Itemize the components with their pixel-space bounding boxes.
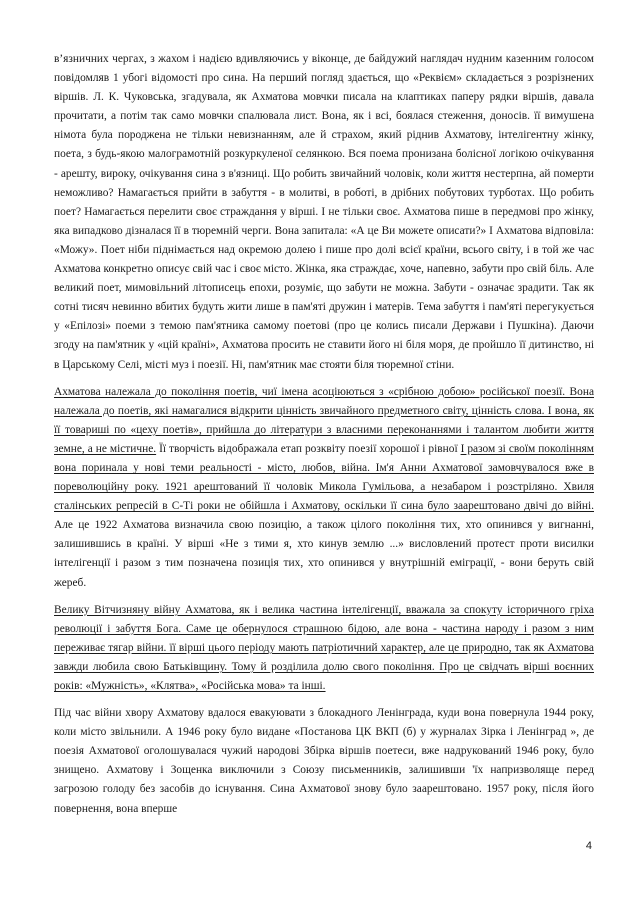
text-run: Але це 1922 Ахматова визначила свою позицію, а також цілого покоління тих, хто опинився у вигнанні, залишившись в країні. У вірші «Не з тими я, хто кинув землю ...» висловлений протест проти висилки інтелігенції і разом з тим позначена позиція тих, хто опинився у внутрішній еміграції, - вони беруть свій жереб.: [54, 519, 594, 589]
text-run: Її творчість відображала етап розквіту поезії хорошої і рівної: [156, 442, 461, 455]
underlined-text: Ахматова належала до покоління поетів, чиї імена асоціюються з «срібною добою» російської поезії. Вона належала до поетів, які намагалися відкрити цінність звичайного предметного світу, цінність слова. І вона, як її товариші по «цеху поетів», прийшла до літератури з власними переконаннями і талантом любити життя земне, а не містичне.: [54, 385, 594, 455]
page-number: 4: [585, 840, 592, 852]
text-run: в’язничних чергах, з жахом і надією вдивляючись у віконце, де байдужий наглядач нудним казенним голосом повідомляв 1 убогі відомості про сина. На перший погляд здається, що «Реквієм» складається з розрізнених віршів. Л. К. Чуковська, згадувала, як Ахматова мовчки писала на клаптиках паперу рядки віршів, давала прочитати, а потім так само мовчки спалювала лист. Вона, як і всі, боялася стеження, доносів. її вимушена німота була породжена не тільки невизнанням, але й страхом, який ріднив Ахматову, інтелігентну жінку, поета, з будь-якою малограмотній розкуркуленої селянкою. Вся поема пронизана болісної логікою очікування - арешту, вироку, очікування сина з в'язниці. Що робить звичайний чоловік, коли життя нестерпна, ай померти неможливо? Намагається прийти в забуття - в молитві, в роботі, в дрібних побутових турботах. Що робить поет? Намагається перелити своє страждання у вірші. І не тільки своє. Ахматова пише в передмові про жінку, яка випадково дізналася її в тюремній черги. Вона запитала: «А це Ви можете описати?» І Ахматова відповіла: «Можу». Поет ніби піднімається над окремою долею і пише про долі всієї країни, всього світу, і в той же час Ахматова конкретно описує свій час і своє місто. Жінка, яка страждає, хоче, напевно, забути про свій біль. Але великий поет, мимовільний літописець епохи, розуміє, що забути не можна. Забути - означає зрадити. Так як сотні тисяч невинно вбитих будуть жити лише в пам'яті дружин і матерів. Тема забуття і пам'яті перегукується у «Епілозі» поеми з темою пам'ятника самому поетові (про це колись писали Держави і Пушкіна). Даючи згоду на пам'ятник у «цій країні», Ахматова просить не ставити його ні біля моря, де пройшло її дитинство, ні в Царському Селі, місті муз і поезії. Ні, пам'ятник має стояти біля тюремної стіни.: [54, 53, 594, 371]
paragraph: [54, 704, 594, 819]
underlined-text: Велику Вітчизняну війну Ахматова, як і велика частина інтелігенції, вважала за спокуту історичного гріха революції і забуття Бога. Саме це обернулося страшною бідою, але вона - частина народу і разом з ним переживає тягар війни. її вірші цього періоду мають патріотичний характер, але це природно, так як Ахматова завжди любила свою Батьківщину. Тому й розділила долю свого покоління. Про це свідчать вірші воєнних років: «Мужність», «Клятва», «Російська мова» та інші.: [54, 603, 594, 692]
paragraph-gap: [54, 696, 594, 704]
paragraph: [54, 50, 594, 375]
underlined-text: І разом зі своїм поколінням вона поринала у нові теми реальності - місто, любов, війна. Ім'я Анни Ахматової замовчувалося вже в пореволюційну року. 1921 арештований її чоловік Микола Гумільова, а незабаром і розстріляно. Хвиля сталінських репресій в С-Ті роки не обійшла і Ахматову, оскільки її сина було заарештовано двічі до війні.: [54, 442, 594, 513]
text-run: Під час війни хвору Ахматову вдалося евакуювати з блокадного Ленінграда, куди вона повернула 1944 року, коли місто звільнили. А 1946 року було видане «Постанова ЦК ВКП (б) у журналах Зірка і Ленінград », де поезія Ахматової оголошувалася чужий народові Збірка віршів поетеси, вже надрукований 1946 року, було знищено. Ахматову і Зощенка виключили з Союзу письменників, залишивши 'їх напризволяще перед загрозою голоду без засобів до існування. Сина Ахматової знову було заарештовано. 1957 року, після його повернення, вона вперше: [54, 707, 594, 815]
document-body: [54, 50, 594, 819]
paragraph-gap: [54, 375, 594, 383]
paragraph: [54, 601, 594, 696]
paragraph-gap: [54, 593, 594, 601]
paragraph: [54, 383, 594, 593]
